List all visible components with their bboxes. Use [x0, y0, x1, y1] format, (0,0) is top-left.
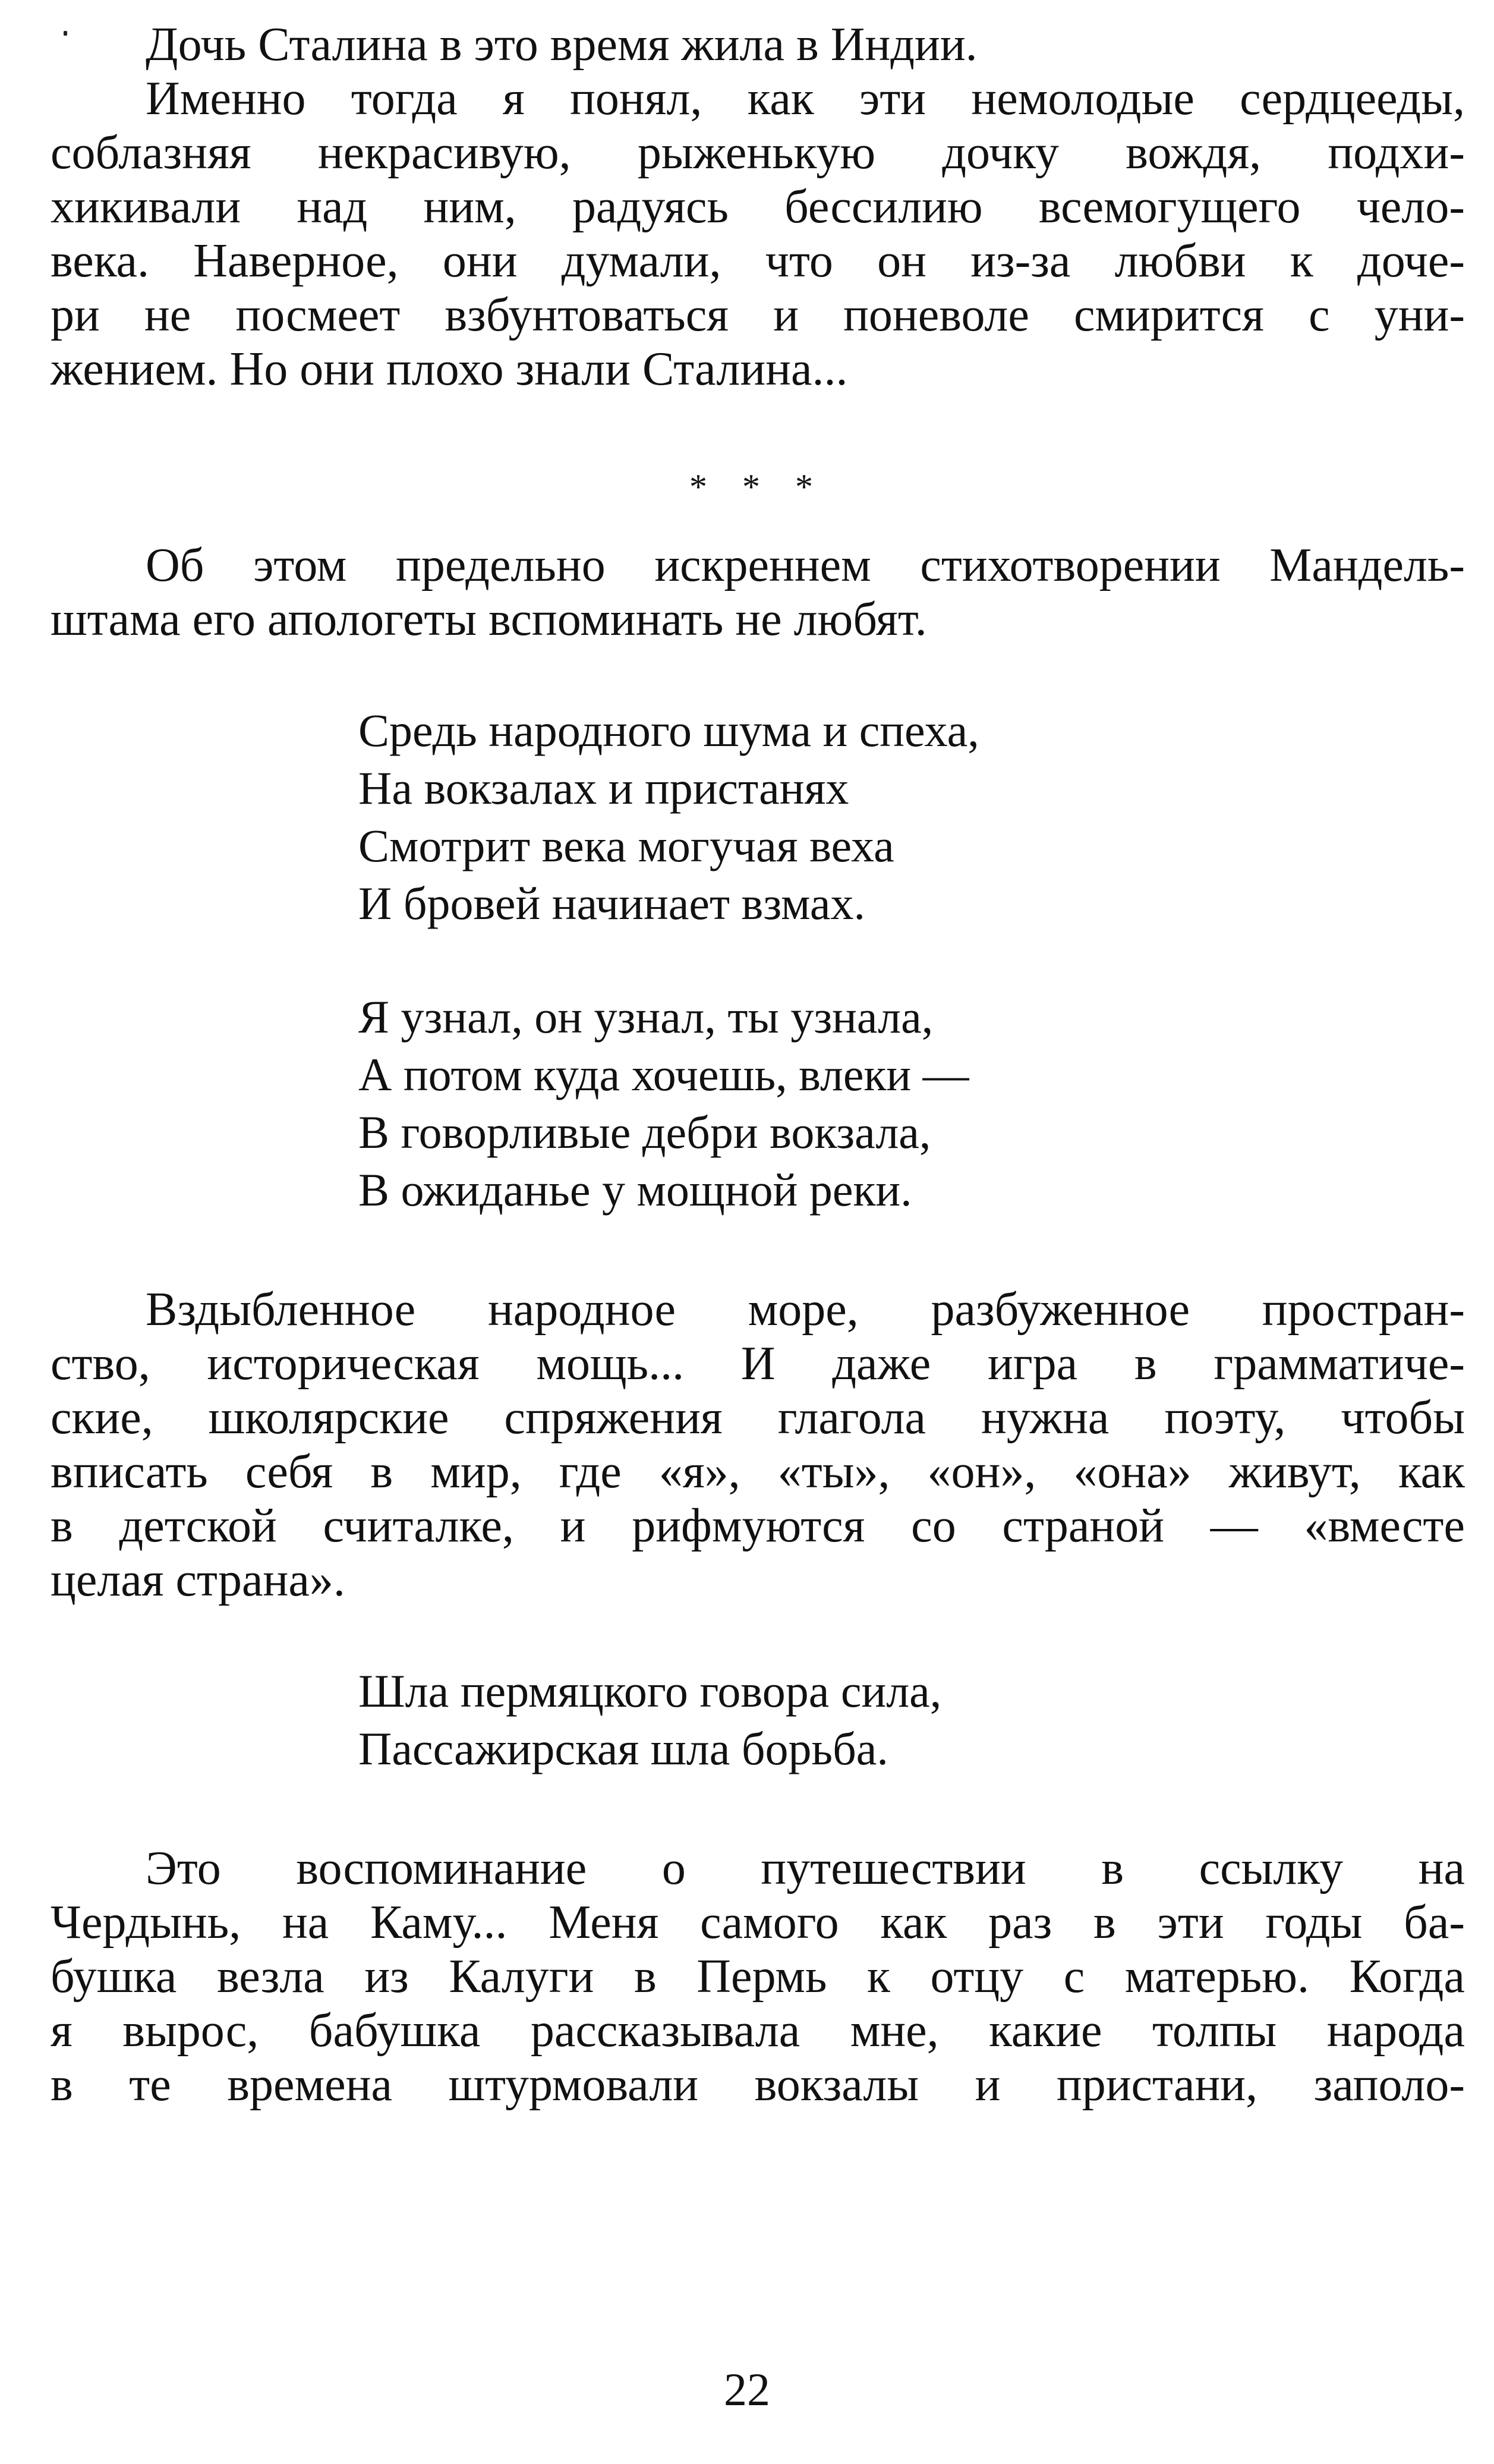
- paragraph-line: ри не посмеет взбунтоваться и поневоле смирится с уни-: [51, 289, 1465, 341]
- paragraph-1: [51, 18, 1465, 72]
- book-page: [51, 18, 1465, 2455]
- paragraph-2: [51, 72, 1465, 396]
- poem-line: И бровей начинает взмах.: [358, 877, 866, 929]
- paragraph-line: жением. Но они плохо знали Сталина...: [51, 343, 848, 395]
- paragraph-line: штама его апологеты вспоминать не любят.: [51, 593, 927, 646]
- poem-stanza-2: [358, 988, 1465, 1219]
- paragraph-line: я вырос, бабушка рассказывала мне, какие толпы народа: [51, 2004, 1465, 2057]
- paragraph-line: Об этом предельно искреннем стихотворении Мандель-: [146, 539, 1465, 591]
- poem-line: Смотрит века могучая веха: [358, 820, 894, 871]
- poem-line: Шла пермяцкого говора сила,: [358, 1665, 942, 1717]
- paragraph-line: ские, школярские спряжения глагола нужна поэту, чтобы: [51, 1392, 1465, 1444]
- print-speck: [64, 31, 67, 36]
- poem-line: На вокзалах и пристанях: [358, 762, 849, 814]
- paragraph-line: в те времена штурмовали вокзалы и пристани, заполо-: [51, 2059, 1465, 2111]
- poem-quote-1: [358, 701, 1465, 1219]
- paragraph-line: целая страна».: [51, 1554, 345, 1606]
- paragraph-line: соблазняя некрасивую, рыженькую дочку вождя, подхи-: [51, 127, 1465, 179]
- paragraph-5: [51, 1842, 1465, 2112]
- paragraph-line: в детской считалке, и рифмуются со страной — «вместе: [51, 1500, 1465, 1552]
- paragraph-line: Вздыбленное народное море, разбуженное простран-: [146, 1283, 1465, 1336]
- paragraph-line: хикивали над ним, радуясь бессилию всемогущего чело-: [51, 181, 1465, 233]
- paragraph-line: бушка везла из Калуги в Пермь к отцу с матерью. Когда: [51, 1950, 1465, 2003]
- paragraph-3: [51, 539, 1465, 647]
- paragraph-line: Это воспоминание о путешествии в ссылку на: [146, 1842, 1465, 1895]
- paragraph-4: [51, 1283, 1465, 1607]
- paragraph-line: Именно тогда я понял, как эти немолодые сердцееды,: [146, 73, 1465, 125]
- paragraph-line: Дочь Сталина в это время жила в Индии.: [146, 18, 978, 71]
- page-number: 22: [724, 2364, 770, 2415]
- section-separator: * * *: [689, 467, 826, 506]
- poem-line: Пассажирская шла борьба.: [358, 1723, 888, 1774]
- poem-line: А потом куда хочешь, влеки —: [358, 1049, 969, 1100]
- poem-stanza-1: [358, 701, 1465, 932]
- poem-line: Я узнал, он узнал, ты узнала,: [358, 991, 934, 1043]
- poem-line: Средь народного шума и спеха,: [358, 704, 979, 756]
- poem-line: В говорливые дебри вокзала,: [358, 1106, 931, 1158]
- paragraph-line: вписать себя в мир, где «я», «ты», «он», «она» живут, как: [51, 1446, 1465, 1498]
- paragraph-line: Чердынь, на Каму... Меня самого как раз в эти годы ба-: [51, 1896, 1465, 1949]
- paragraph-line: ство, историческая мощь... И даже игра в грамматиче-: [51, 1338, 1465, 1390]
- paragraph-line: века. Наверное, они думали, что он из-за любви к доче-: [51, 235, 1465, 287]
- poem-line: В ожиданье у мощной реки.: [358, 1164, 912, 1216]
- poem-quote-2: [358, 1662, 1465, 1777]
